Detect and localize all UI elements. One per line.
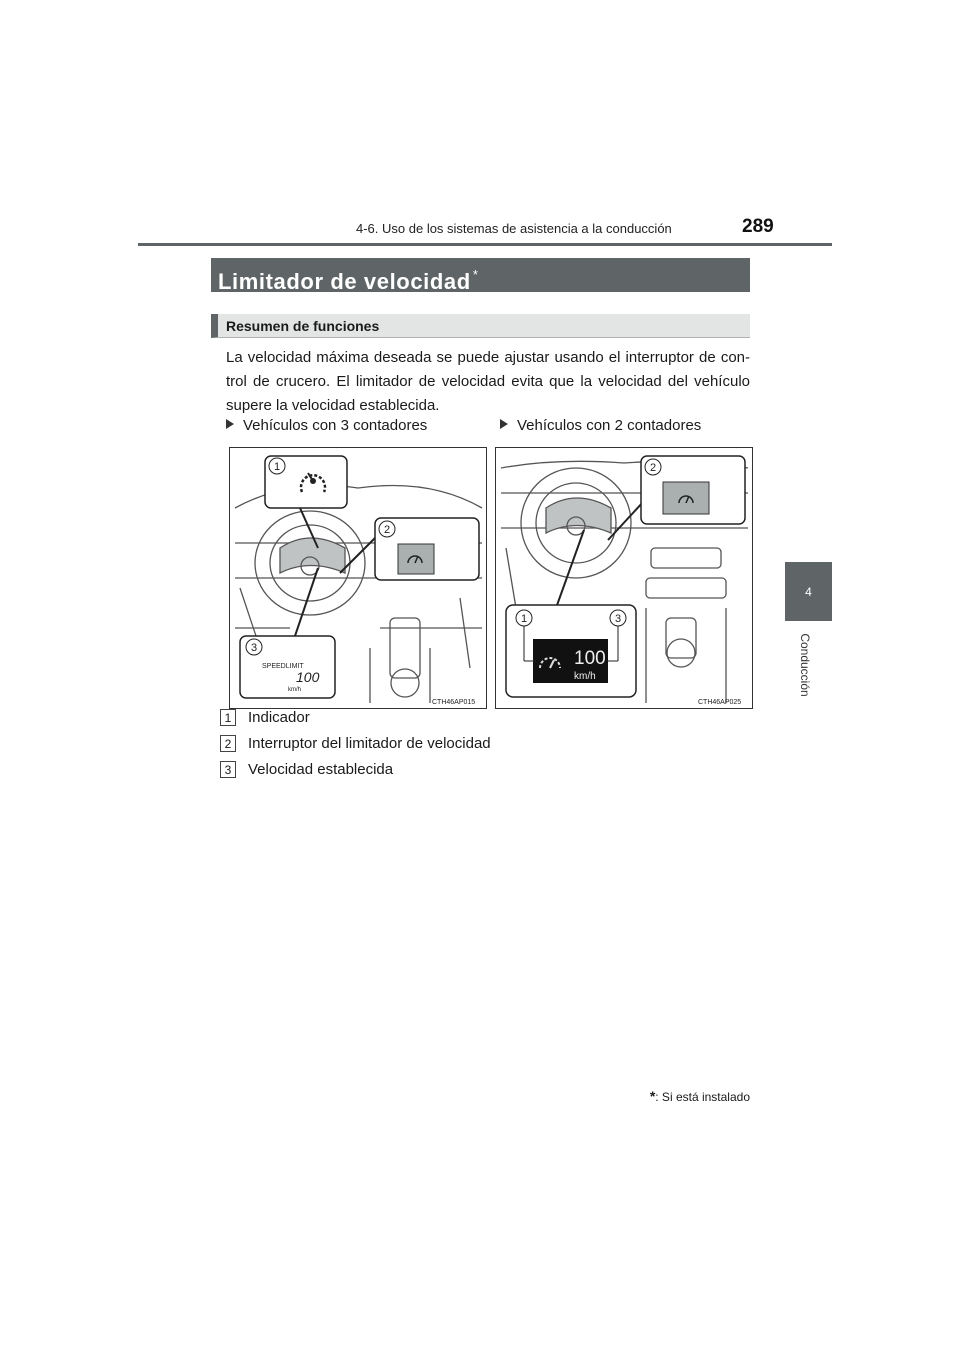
legend-text: Velocidad establecida [248,761,394,778]
variant-label-3-meters [226,417,427,434]
figure-code: CTH46AP025 [698,699,742,706]
footnote-text: : Si está instalado [655,1090,750,1104]
page-number: 289 [742,216,774,237]
legend-number: 1 [220,709,236,726]
callout-1: 1 [273,461,281,473]
figure-3-meters [229,447,487,709]
legend-item [221,761,393,778]
legend-item [221,709,310,726]
triangle-bullet-icon [226,419,234,429]
display-speedlimit-label: SPEEDLIMIT [262,663,304,670]
legend-text: Indicador [248,709,310,726]
chapter-tab [785,562,832,621]
callout-3: 3 [614,613,622,625]
variant-label-2-meters [500,417,701,434]
figure-code: CTH46AP015 [432,699,476,706]
display-unit: km/h [574,671,596,682]
legend-text: Interruptor del limitador de velocidad [248,735,491,752]
display-unit: km/h [288,687,302,693]
callout-3: 3 [250,642,258,654]
section-title-text: Limitador de velocidad [218,269,471,294]
intro-paragraph: La velocidad máxima deseada se puede ajustar usando el interruptor de con-trol de crucero. El limitador de velocidad evita que la velocidad del vehículo supere la velocidad establecida. [226,349,750,414]
dashboard-illustration-1 [230,448,486,708]
legend-item [221,735,491,752]
chapter-tab-label: Conducción [798,633,812,697]
display-set-speed: 100 [296,669,320,685]
asterisk-marker: * [472,267,479,282]
variant-label-text: Vehículos con 2 contadores [517,417,702,434]
callout-2: 2 [383,524,391,536]
callout-2: 2 [649,462,657,474]
triangle-bullet-icon [500,419,508,429]
header-rule [138,243,832,246]
chapter-number: 4 [805,584,812,599]
legend-number: 3 [220,761,236,778]
subheading: Resumen de funciones [211,314,750,338]
display-set-speed: 100 [574,648,606,669]
footnote [600,1088,750,1104]
callout-1: 1 [520,613,528,625]
limiter-switch-button [663,482,709,514]
dashboard-illustration-2 [496,448,752,708]
section-title [211,258,750,292]
legend-number: 2 [220,735,236,752]
figure-2-meters [495,447,753,709]
asterisk-icon: * [649,1088,656,1104]
variant-label-text: Vehículos con 3 contadores [243,417,428,434]
running-header: 4-6. Uso de los sistemas de asistencia a la conducción [356,221,672,236]
